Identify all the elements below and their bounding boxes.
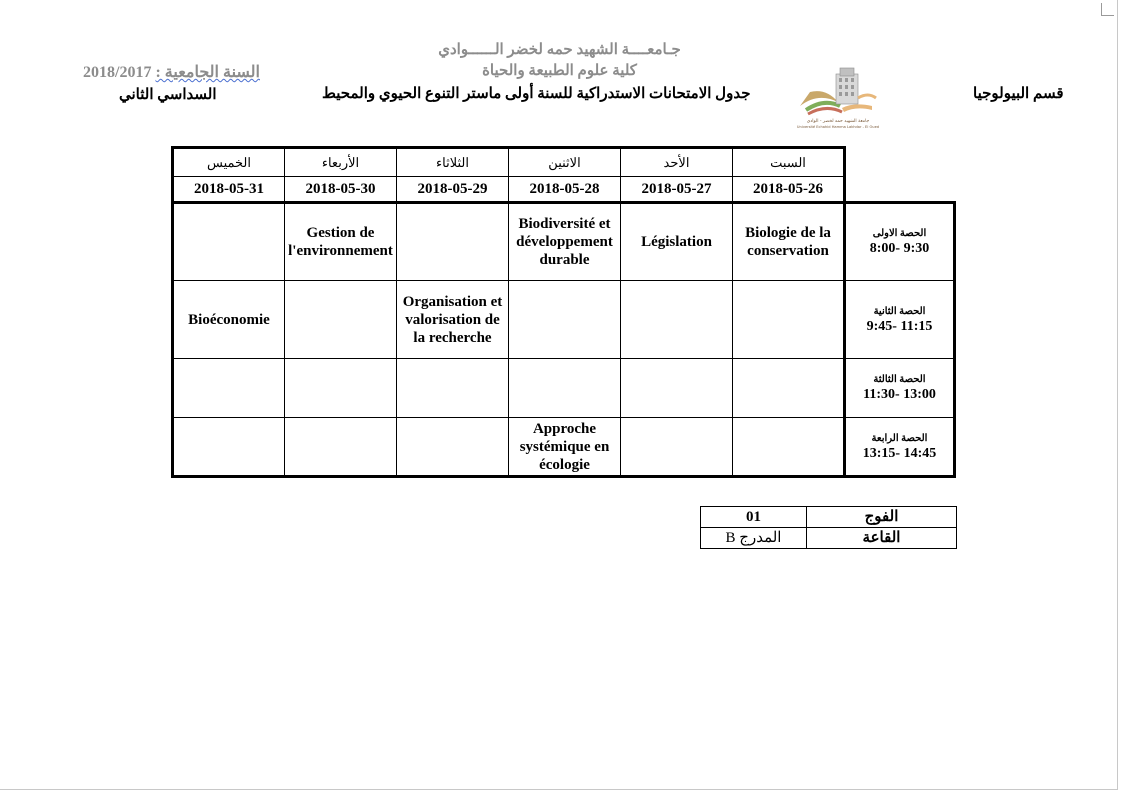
day-date-sunday: 2018-05-27 [621, 177, 733, 203]
exam-cell [397, 359, 509, 418]
semester: السداسي الثاني [119, 87, 217, 103]
slot-name: الحصة الرابعة [871, 432, 928, 444]
group-room-table [700, 506, 957, 549]
exam-schedule-table [171, 146, 956, 478]
slot-row-4 [173, 418, 955, 477]
exam-cell: Biologie de la conservation [733, 203, 845, 281]
day-name-row [173, 148, 955, 177]
corner-cell [845, 177, 955, 203]
exam-cell [285, 281, 397, 359]
slot-label [845, 203, 955, 281]
day-date-thursday: 2018-05-31 [173, 177, 285, 203]
slot-row-3 [173, 359, 955, 418]
exam-cell: Organisation et valorisation de la recherche [397, 281, 509, 359]
day-date-wednesday: 2018-05-30 [285, 177, 397, 203]
exam-cell [733, 281, 845, 359]
svg-text:Université Echahid Hamma Lakhd: Université Echahid Hamma Lakhdar - El Oued [796, 125, 880, 129]
schedule-title: جدول الامتحانات الاستدراكية للسنة أولى ماستر التنوع الحيوي والمحيط [322, 86, 751, 102]
slot-time: 13:15- 14:45 [862, 445, 937, 461]
exam-cell [621, 359, 733, 418]
day-name-wednesday: الأربعاء [285, 148, 397, 177]
day-date-row [173, 177, 955, 203]
day-name-thursday: الخميس [173, 148, 285, 177]
slot-label [845, 359, 955, 418]
exam-cell: Bioéconomie [173, 281, 285, 359]
slot-name: الحصة الاولى [872, 228, 927, 239]
exam-cell [397, 418, 509, 477]
exam-cell: Législation [621, 203, 733, 281]
slot-label [845, 281, 955, 359]
exam-cell [173, 203, 285, 281]
university-logo-icon [796, 62, 880, 130]
exam-cell [733, 359, 845, 418]
exam-cell [621, 418, 733, 477]
slot-time: 11:30- 13:00 [863, 387, 936, 402]
exam-cell [173, 418, 285, 477]
svg-text:جامعة الشهيد حمه لخضر - الوادي: جامعة الشهيد حمه لخضر - الوادي [806, 119, 870, 124]
day-name-tuesday: الثلاثاء [397, 148, 509, 177]
exam-cell [285, 359, 397, 418]
exam-cell [397, 203, 509, 281]
slot-time: 9:45- 11:15 [866, 318, 933, 334]
room-value: المدرج B [701, 528, 807, 549]
slot-row-1 [173, 203, 955, 281]
faculty-name: كلية علوم الطبيعة والحياة [482, 63, 637, 79]
academic-year-label: السنة الجامعية : [155, 64, 260, 81]
department-name: قسم البيولوجيا [973, 86, 1064, 102]
group-label: الفوج [807, 507, 957, 528]
slot-row-2 [173, 281, 955, 359]
day-date-monday: 2018-05-28 [509, 177, 621, 203]
slot-label [845, 418, 955, 477]
day-name-sunday: الأحد [621, 148, 733, 177]
exam-cell: Gestion de l'environnement [285, 203, 397, 281]
day-date-tuesday: 2018-05-29 [397, 177, 509, 203]
academic-year-value: 2018/2017 [83, 64, 152, 81]
page-corner-mark [1101, 3, 1114, 16]
day-date-saturday: 2018-05-26 [733, 177, 845, 203]
university-name: جـامعــــة الشهيد حمه لخضر الــــــوادي [438, 42, 681, 58]
slot-time: 8:00- 9:30 [869, 241, 930, 256]
exam-cell [733, 418, 845, 477]
day-name-monday: الاثنين [509, 148, 621, 177]
academic-year [83, 62, 260, 82]
exam-cell [509, 359, 621, 418]
exam-cell: Approche systémique en écologie [509, 418, 621, 477]
exam-cell [173, 359, 285, 418]
exam-cell [509, 281, 621, 359]
exam-cell: Biodiversité et développement durable [509, 203, 621, 281]
slot-name: الحصة الثانية [873, 305, 926, 317]
group-value: 01 [701, 507, 807, 528]
exam-cell [621, 281, 733, 359]
slot-name: الحصة الثالثة [873, 374, 926, 385]
day-name-saturday: السبت [733, 148, 845, 177]
exam-cell [285, 418, 397, 477]
room-label: القاعة [807, 528, 957, 549]
corner-cell [845, 148, 955, 177]
